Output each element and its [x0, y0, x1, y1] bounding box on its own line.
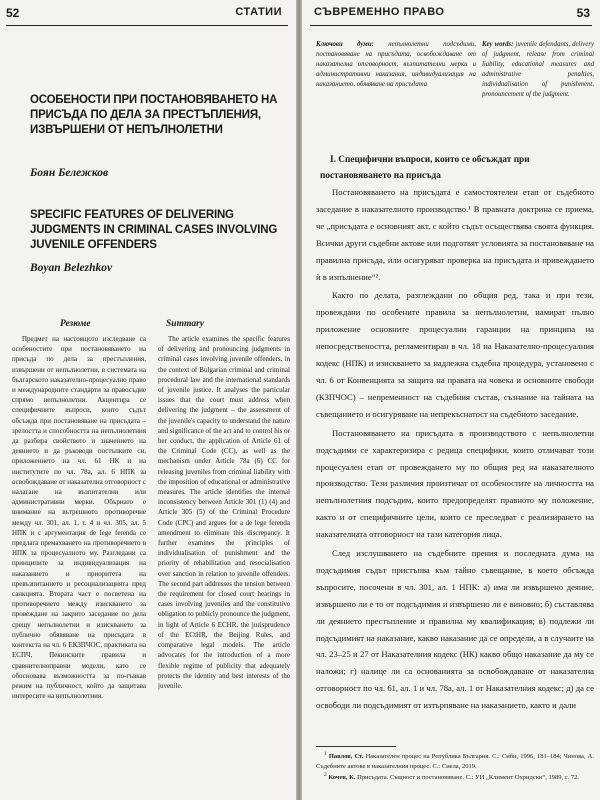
- footnote-text: Наказателен процес на Република България. С.: Сиби, 1996, 181–184; Чинова, А. Съдебните актове в наказателния процес. С.: Сиела, 2019.: [316, 753, 594, 770]
- header-rule-right: [310, 25, 592, 26]
- footnote-rule: [316, 746, 396, 747]
- keywords-label-en: Key words:: [482, 41, 514, 48]
- keywords-label-bg: Ключови думи:: [316, 41, 374, 48]
- author-name-en: Boyan Belezhkov: [30, 262, 113, 274]
- right-page: [302, 0, 600, 800]
- keywords-en: [482, 40, 594, 100]
- header-rule-left: [6, 25, 288, 26]
- footnote-author: Кочев, К.: [328, 774, 356, 782]
- footnote-2: $^2$ Кочев, К. Присъдата. Същност и постановяване. С.: УИ „Климент Охридски“, 1989, с. 72.: [324, 772, 579, 782]
- abstract-text-en: The article examines the specific features of delivering and pronouncing judgments in criminal cases involving juvenile offenders, in the context of Bulgarian criminal and criminal procedural law and the international standards of juvenile justice. It analyses the particular issues that the court must address when delivering the judgment – the assessment of the juvenile's capacity to understand the nature and significance of the act and to control his or her conduct, the application of Article 61 of the Criminal Code (CC), as well as the mechanism under Article 78a (6) CC for releasing juveniles from criminal liability with the imposition of educational or administrative measures. The article identifies the internal inconsistency between Article 301 (1) (4) and Article 305 (5) of the Criminal Procedure Code (CPC) and argues for a de lege ferenda amendment to eliminate this discrepancy. It further examines the principles of individualisation of punishment and the priority of rehabilitation and resocialisation over sanction in relation to juvenile offenders. The second part addresses the tension between the requirement for closed court hearings in cases involving juveniles and the constitutive obligation to publicly pronounce the judgment, in light of Article 6 ECHR, the jurisprudence of the ECtHR, the Beijing Rules, and comparative legal models. The article advocates for the introduction of a more flexible regime of publicity that adequately protects the identity and best interests of the juvenile.: [158, 335, 290, 690]
- footnote-author: Павлов, Ст.: [328, 753, 364, 761]
- page-number-left: 52: [6, 6, 20, 20]
- abstract-heading-en: Summary: [166, 319, 205, 329]
- abstract-text-bg: Предмет на настоящото изследване са особеностите при постановяването на присъда по дела за престъпления, извършени от непълнолетни, в системата на българското наказателно-процесуално право и международните стандарти за правосъдие спрямо непълнолетни. Акцентира се специфичните въпроси, които съдът обсъжда при постановяване на присъдата – зрелостта и способността на непълнолетния да разбира свойството и значението на деянието и да ръководи постъпките си, приложението на чл. 61 НК и на институтите по чл. 78а, ал. 6 НПК за освобождаване от наказателна отговорност с налагане на възпитателни или административни мерки. Обърнато е внимание на вътрешното противоречие между чл. 301, ал. 1, т. 4 и чл. 305, ал. 5 НПК и с аргументация de lege ferenda се предлага премахването на противоречието в НПК за процесуалното му. Разгледани са принципите за индивидуализация на наказанието и приоритета на превъзпитанието и ресоциализацията пред санкцията. Втората част е посветена на противоречието между изискването за провеждане на закрито заседание по дела срещу непълнолетни и изискването за публично обявяване на присъдата в контекста на чл. 6 ЕКЗПЧОС, практиката на ЕСПЧ, Пекинските правила и сравнителноправни модели, като се обосновава възможността за по-гъвкав режим на публичност, който да защитава интересите на непълнолетния.: [12, 335, 146, 701]
- left-page: [0, 0, 296, 800]
- body-text: [316, 184, 594, 739]
- section-heading: I. Специфични въпроси, които се обсъждат при постановяването на присъда: [320, 155, 530, 181]
- keywords-bg: [316, 40, 476, 90]
- footnote-text: Присъдата. Същност и постановяване. С.: УИ „Климент Охридски“, 1989, с. 72.: [357, 774, 579, 782]
- page-number-right: 53: [576, 6, 590, 20]
- article-title-en: SPECIFIC FEATURES OF DELIVERING JUDGMENTS IN CRIMINAL CASES INVOLVING JUVENILE OFFENDERS: [30, 209, 278, 251]
- running-head-section-right: СЪВРЕМЕННО ПРАВО: [314, 6, 445, 18]
- paragraph: Постановяването на присъдата е самостоятелен етап от съдебното заседание в наказателното производство.¹ В правната доктрина се приема, че „присъдата е основният акт, с който съдът осъществява своята функция. Всички други съдебни актове или подготвят условията за постановяване на правилна присъда, или осигуряват проверка на присъдата и привеждането ѝ в изпълнение“².: [316, 187, 594, 282]
- running-head-section-left: СТАТИИ: [235, 6, 282, 18]
- paragraph: Както по делата, разглеждани по общия ред, така и при тези, провеждани по особените правила за непълнолетни, намират пълно приложение основните процесуални гаранции на принципа на непосредствеността, регламентиран в чл. 18 на Наказателно-процесуалния кодекс (НПК) и изискването за надлежна съдебна процедура, установено с чл. 6 от Конвенцията за защита на правата на човека и основните свободи (КЗПЧОС) – непременност на съдебния състав, съзнание на тайната на съвещанието и осигуряване на непрекъснатост на съдебното заседание.: [316, 290, 594, 419]
- paragraph: Постановяването на присъдата в производството с непълнолетни подсъдими се характеризира с редица специфики, които отличават този процесуален етап от провеждането му по общия ред на наказателното производство. Тези различия произтичат от особеностите на личността на непълнолетния подсъдим, които предопределят правното му положение, както и от специфичните цели, които се преследват с реализирането на наказателната отговорност на тази категория лица.: [316, 427, 594, 540]
- keywords-text-en: juvenile defendants, delivery of judgment, release from criminal liability, educational measures and administrative penalties, individualisation of punishment, pronouncement of the judgment.: [482, 41, 594, 98]
- footnote-1: $^1$ Павлов, Ст. Наказателен процес на Република България. С.: Сиби, 1996, 181–184; Чинова, А. Съдебните актове в наказателния процес. С.: Сиела, 2019.: [316, 751, 594, 770]
- paragraph: След изслушването на съдебните прения и последната дума на подсъдимия съдът пристъпва към тайно съвещание, в което обсъжда въпросите, посочени в чл. 301, ал. 1 НПК: а) има ли извършено деяние, извършено ли е то от подсъдимия и извършено ли е виновно; б) съставлява ли деянието престъпление и правилна му квалификация; в) подлежи ли подсъдимият на наказание, какво наказание да се определи, а в случаите на чл. 23–25 и 27 от Наказателния кодекс (НК) какво общо наказание да му се наложи; г) налице ли са основанията за освобождаване от наказателна отговорност по чл. 61, ал. 1 и чл. 78а, ал. 1 от Наказателния кодекс; д) да се освободи ли подсъдимият от изтърпяване на наказанието, както и дали: [316, 548, 594, 711]
- abstract-heading-bg: Резюме: [60, 319, 91, 329]
- footnotes: [316, 750, 594, 783]
- article-title-bg: ОСОБЕНОСТИ ПРИ ПОСТАНОВЯВАНЕТО НА ПРИСЪДА ПО ДЕЛА ЗА ПРЕСТЪПЛЕНИЯ, ИЗВЪРШЕНИ ОТ НЕПЪЛНОЛЕТНИ: [30, 94, 278, 136]
- author-name-bg: Боян Бележков: [30, 167, 109, 179]
- keywords-text-bg: непълнолетни подсъдими, постановяване на присъдата, освобождаване от наказателна отговорност, възпитателни мерки и административни наказания, индивидуализация на наказанието, обявяване на присъдата: [316, 41, 476, 88]
